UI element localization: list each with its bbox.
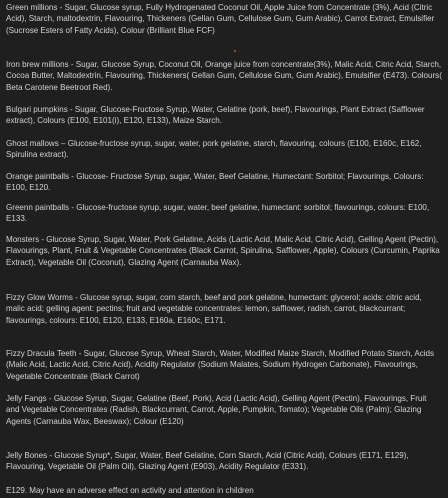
ingredients-monsters: Monsters - Glucose Syrup, Sugar, Water, Pork Gelatine, Acids (Lactic Acid, Malic Acid, Citric Acid), Gelling Agent (Pectin), Flavourings, Plant, Fruit & Vegetable Concentrates (Black Carrot, Spirulina, Safflower, Apple), Colours (Curcumin, Paprika Extract), Vegetable Oil (Coconut), Glazing Agent (Carnauba Wax).	[6, 235, 440, 267]
ingredients-iron-brew-millions: Iron brew millions - Sugar, Glucose Syrup, Coconut Oil, Orange juice from concentrate(3%), Malic Acid, Citric Acid, Starch, Cocoa Butter, Maltodextrin, Flavouring, Thickeners( Gellan Gum, Cellulose Gum, Gum Arabic), Emulsifier (E473). Colours( Beta Carotene Beetroot Red).	[6, 60, 442, 92]
ingredients-jelly-bones: Jelly Bones - Glucose Syrup*, Sugar, Water, Beef Gelatine, Corn Starch, Acid (Citric Acid), Colours (E171, E129), Flavouring, Vegetable Oil (Palm Oil), Glazing Agent (E903), Acidity Regulator (E331).	[6, 451, 409, 472]
ingredients-fizzy-dracula-teeth: Fizzy Dracula Teeth - Sugar, Glucose Syrup, Wheat Starch, Water, Modified Maize Starch, Modified Potato Starch, Acids (Malic Acid, Lactic Acid, Citric Acid), Acidity Regulator (Sodium Malates, Sodium Hydrogen Carbonate), Flavourings, Vegetable Concentrate (Black Carrot)	[6, 349, 435, 381]
ingredients-orange-paintballs: Orange paintballs - Glucose- Fructose Syrup, sugar, Water, Beef Gelatine, Humectant: Sorbitol; Flavourings, Colours: E100, E120.	[6, 172, 424, 193]
warning-note: E129. May have an adverse effect on activity and attention in children	[6, 486, 254, 495]
ingredients-jelly-fangs: Jelly Fangs - Glucose Syrup, Sugar, Gelatine (Beef, Pork), Acid (Lactic Acid), Gelling Agent (Pectin), Flavourings, Fruit and Vegetable Concentrates (Radish, Blackcurrant, Carrot, Apple, Pumpkin, Tomato); Vegetable Oils (Palm); Glazing Agents (Carnauba Wax, Beeswax); Colour (E120)	[6, 394, 427, 426]
text-cursor	[234, 50, 236, 52]
ingredients-ghost-mallows: Ghost mallows – Glucose-fructose syrup, sugar, water, pork gelatine, starch, flavouring, colours (E100, E160c, E162, Spirulina extract).	[6, 139, 422, 160]
ingredients-green-paintballs: Greenn paintballs - Glucose-fructose syrup, sugar, water, beef gelatine, humectant: sorbitol; flavourings, colours: E100, E133.	[6, 203, 430, 224]
ingredients-bulgari-pumpkins: Bulgari pumpkins - Sugar, Glucose-Fructose Syrup, Water, Gelatine (pork, beef), Flavourings, Plant Extract (Safflower extract), Colours (E100, E101(i), E120, E133), Maize Starch.	[6, 105, 425, 126]
ingredients-green-millions: Green millions - Sugar, Glucose syrup, Fully Hydrogenated Coconut Oil, Apple Juice from Concentrate (3%), Acid (Citric Acid), Starch, maltodextrin, Flavouring, Thickeners (Gellan Gum, Cellulose Gum, Gum Arabic), Carrot Extract, Emulsifier (Sucrose Esters of Fatty Acids), Colour (Brilliant Blue FCF)	[6, 3, 435, 35]
ingredients-fizzy-glow-worms: Fizzy Glow Worms - Glucose syrup, sugar, corn starch, beef and pork gelatine, humectant: glycerol; acids: citric acid, malic acid; gelling agent: pectins; fruit and vegetable concentrates: lemon, safflower, radish, carrot, blackcurrant; flavourings, colours: E100, E120, E133, E160a, E160c, E171.	[6, 293, 422, 325]
